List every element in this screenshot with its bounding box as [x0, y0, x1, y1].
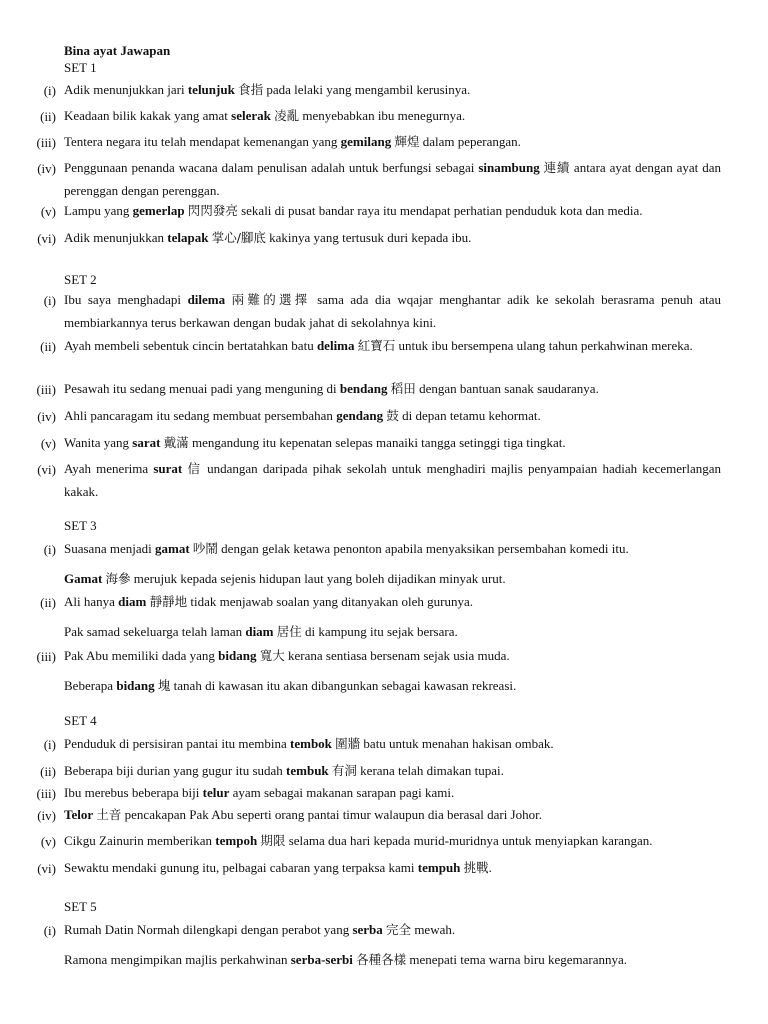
set-label: SET 2	[64, 272, 97, 287]
keyword: gemilang	[340, 134, 392, 149]
sentence	[64, 538, 721, 561]
sentence-text: Pak Abu memiliki dada yang	[64, 648, 219, 663]
sentence	[64, 405, 721, 428]
sentence-text: Wanita yang	[64, 435, 133, 450]
chinese-translation: 土音	[96, 807, 122, 822]
sentence	[64, 131, 721, 154]
item-number: (iv)	[37, 161, 56, 176]
item-number: (ii)	[40, 109, 56, 124]
item-number: (vi)	[37, 231, 56, 246]
keyword: bidang	[116, 678, 155, 693]
sentence	[64, 227, 721, 250]
sentence-text: batu untuk menahan hakisan ombak.	[360, 736, 554, 751]
sentence-text: Ayah menerima	[64, 461, 154, 476]
sentence-text: dalam peperangan.	[419, 134, 521, 149]
sentence-text: Beberapa	[64, 678, 117, 693]
item-number: (vi)	[37, 861, 56, 876]
sentence	[64, 157, 721, 202]
sentence-text: Penggunaan penanda wacana dalam penulisan adalah untuk berfungsi sebagai	[64, 160, 479, 175]
keyword: serba-serbi	[290, 952, 353, 967]
sentence	[64, 645, 721, 668]
sentence-text: Beberapa biji durian yang gugur itu sudah	[64, 763, 287, 778]
sentence	[64, 378, 721, 401]
item-number: (iii)	[36, 786, 56, 801]
keyword: surat	[153, 461, 183, 476]
sentence	[64, 335, 721, 358]
sentence-text: dengan gelak ketawa penonton apabila menyaksikan persembahan komedi itu.	[217, 541, 629, 556]
keyword: bidang	[218, 648, 257, 663]
keyword: gamat	[154, 541, 190, 556]
keyword: telur	[202, 785, 230, 800]
chinese-translation: 靜靜地	[149, 594, 188, 609]
chinese-translation: 兩難的選擇	[231, 292, 311, 307]
sentence-text: Tentera negara itu telah mendapat kemenangan yang	[64, 134, 341, 149]
item-number: (iii)	[36, 649, 56, 664]
set-label: SET 4	[64, 713, 97, 728]
set-label: SET 1	[64, 60, 97, 75]
sentence-text: Sewaktu mendaki gunung itu, pelbagai cabaran yang terpaksa kami	[64, 860, 418, 875]
sentence-text: pada lelaki yang mengambil kerusinya.	[263, 82, 471, 97]
item-number: (iv)	[37, 409, 56, 424]
sentence	[64, 79, 721, 102]
sentence	[64, 830, 721, 853]
item-number: (ii)	[40, 595, 56, 610]
sentence-text: Cikgu Zainurin memberikan	[64, 833, 216, 848]
item-number: (i)	[43, 293, 56, 308]
sentence-text: menyebabkan ibu menegurnya.	[299, 108, 466, 123]
chinese-translation: 信	[187, 461, 202, 476]
keyword: sarat	[132, 435, 161, 450]
item-number: (iii)	[36, 135, 56, 150]
sentence	[64, 760, 721, 783]
keyword: tembuk	[286, 763, 329, 778]
sentence-text: dengan bantuan sanak saudaranya.	[415, 381, 599, 396]
item-number: (ii)	[40, 764, 56, 779]
sentence-text: kerana telah dimakan tupai.	[356, 763, 504, 778]
sentence-text: tanah di kawasan itu akan dibangunkan sebagai kawasan rekreasi.	[170, 678, 517, 693]
sentence-text: antara ayat dengan ayat dan perenggan dengan perenggan.	[64, 160, 721, 198]
keyword: gendang	[336, 408, 384, 423]
sentence	[64, 105, 721, 128]
sentence-text: sama ada dia wqajar menghantar adik ke sekolah berasrama penuh atau membiarkannya terus berkawan dengan budak jahat di sekolahnya kini.	[64, 292, 722, 330]
sentence-text: di depan tetamu kehormat.	[398, 408, 541, 423]
sentence-text: Ayah membeli sebentuk cincin bertatahkan batu	[64, 338, 317, 353]
item-number: (ii)	[40, 339, 56, 354]
keyword: diam	[245, 624, 274, 639]
sentence-text: Ibu saya menghadapi	[64, 292, 188, 307]
alternate-sentence	[64, 950, 721, 968]
item-number: (i)	[43, 542, 56, 557]
chinese-translation: 戴滿	[163, 435, 189, 450]
sentence-text: ayam sebagai makanan sarapan pagi kami.	[229, 785, 455, 800]
alternate-sentence	[64, 676, 721, 694]
keyword: Gamat	[64, 571, 103, 586]
keyword: sinambung	[478, 160, 540, 175]
item-number: (i)	[43, 923, 56, 938]
chinese-translation: 吵鬧	[192, 541, 218, 556]
chinese-translation: 有洞	[331, 763, 357, 778]
sentence-text: Ahli pancaragam itu sedang membuat persembahan	[64, 408, 337, 423]
chinese-translation: 連續	[543, 160, 570, 175]
sentence-text: merujuk kepada sejenis hidupan laut yang boleh dijadikan minyak urut.	[130, 571, 506, 586]
sentence	[64, 857, 721, 880]
chinese-translation: 稻田	[390, 381, 416, 396]
chinese-translation: 居住	[276, 624, 302, 639]
sentence-text: sekali di pusat bandar raya itu mendapat perhatian penduduk kota dan media.	[237, 203, 643, 218]
sentence-text: undangan daripada pihak sekolah untuk menghadiri majlis penyampaian hadiah kecemerlangan kakak.	[64, 461, 721, 499]
sentence-text: Adik menunjukkan	[64, 230, 168, 245]
keyword: selerak	[231, 108, 271, 123]
sentence	[64, 782, 721, 805]
keyword: gemerlap	[132, 203, 185, 218]
sentence-text: untuk ibu bersempena ulang tahun perkahwinan mereka.	[395, 338, 693, 353]
sentence-text: Ali hanya	[64, 594, 119, 609]
chinese-translation: 完全	[386, 922, 412, 937]
sentence-text: Suasana menjadi	[64, 541, 155, 556]
chinese-translation: 食指	[238, 82, 264, 97]
sentence-text: Adik menunjukkan jari	[64, 82, 188, 97]
keyword: telapak	[167, 230, 209, 245]
sentence-text: .	[488, 860, 492, 875]
sentence	[64, 591, 721, 614]
item-number: (v)	[40, 834, 56, 849]
keyword: Telor	[64, 807, 94, 822]
keyword: dilema	[187, 292, 226, 307]
keyword: tempoh	[215, 833, 258, 848]
keyword: delima	[316, 338, 355, 353]
sentence-text: di kampung itu sejak bersara.	[301, 624, 458, 639]
alternate-sentence	[64, 622, 721, 640]
sentence	[64, 458, 721, 503]
sentence	[64, 432, 721, 455]
chinese-translation: 寬大	[259, 648, 285, 663]
chinese-translation: 各種各樣	[356, 952, 407, 967]
keyword: serba	[352, 922, 383, 937]
sentence-text: mewah.	[411, 922, 456, 937]
item-number: (vi)	[37, 462, 56, 477]
chinese-translation: 輝煌	[394, 134, 420, 149]
chinese-translation: 閃閃發亮	[187, 203, 238, 218]
sentence-text: Ramona mengimpikan majlis perkahwinan	[64, 952, 291, 967]
sentence-text: Pak samad sekeluarga telah laman	[64, 624, 246, 639]
chinese-translation: 鼓	[386, 408, 399, 423]
sentence	[64, 733, 721, 756]
keyword: telunjuk	[187, 82, 235, 97]
chinese-translation: 塊	[157, 678, 171, 693]
sentence-text: Ibu merebus beberapa biji	[64, 785, 203, 800]
sentence-text: pencakapan Pak Abu seperti orang pantai timur walaupun dia berasal dari Johor.	[121, 807, 542, 822]
sentence	[64, 804, 721, 827]
sentence-text: Keadaan bilik kakak yang amat	[64, 108, 232, 123]
item-number: (iii)	[36, 382, 56, 397]
sentence	[64, 200, 721, 223]
alternate-sentence	[64, 569, 721, 587]
sentence-text: Rumah Datin Normah dilengkapi dengan perabot yang	[64, 922, 353, 937]
item-number: (i)	[43, 83, 56, 98]
sentence-text: Lampu yang	[64, 203, 133, 218]
chinese-translation: 挑戰	[463, 860, 489, 875]
set-label: SET 3	[64, 518, 97, 533]
sentence	[64, 919, 721, 942]
sentence-text: mengandung itu kepenatan selepas manaiki tangga setinggi tiga tingkat.	[188, 435, 566, 450]
keyword: tempuh	[417, 860, 461, 875]
item-number: (v)	[40, 204, 56, 219]
chinese-translation: 圍牆	[335, 736, 361, 751]
chinese-translation: 掌心/腳底	[211, 230, 266, 245]
chinese-translation: 凌亂	[274, 108, 300, 123]
chinese-translation: 紅寶石	[357, 338, 396, 353]
document-title: Bina ayat Jawapan	[64, 43, 171, 58]
sentence-text: menepati tema warna biru kegemarannya.	[406, 952, 628, 967]
keyword: bendang	[339, 381, 388, 396]
item-number: (iv)	[37, 808, 56, 823]
item-number: (i)	[43, 737, 56, 752]
sentence-text: kakinya yang tertusuk duri kepada ibu.	[265, 230, 472, 245]
item-number: (v)	[40, 436, 56, 451]
sentence-text: selama dua hari kepada murid-muridnya untuk menyiapkan karangan.	[285, 833, 653, 848]
keyword: tembok	[290, 736, 332, 751]
sentence-text: kerana sentiasa bersenam sejak usia muda.	[284, 648, 510, 663]
sentence-text: tidak menjawab soalan yang ditanyakan oleh gurunya.	[187, 594, 474, 609]
set-label: SET 5	[64, 899, 97, 914]
keyword: diam	[118, 594, 147, 609]
sentence-text: Penduduk di persisiran pantai itu membina	[64, 736, 291, 751]
sentence	[64, 289, 721, 334]
chinese-translation: 海參	[105, 571, 131, 586]
sentence-text: Pesawah itu sedang menuai padi yang menguning di	[64, 381, 340, 396]
chinese-translation: 期限	[260, 833, 286, 848]
